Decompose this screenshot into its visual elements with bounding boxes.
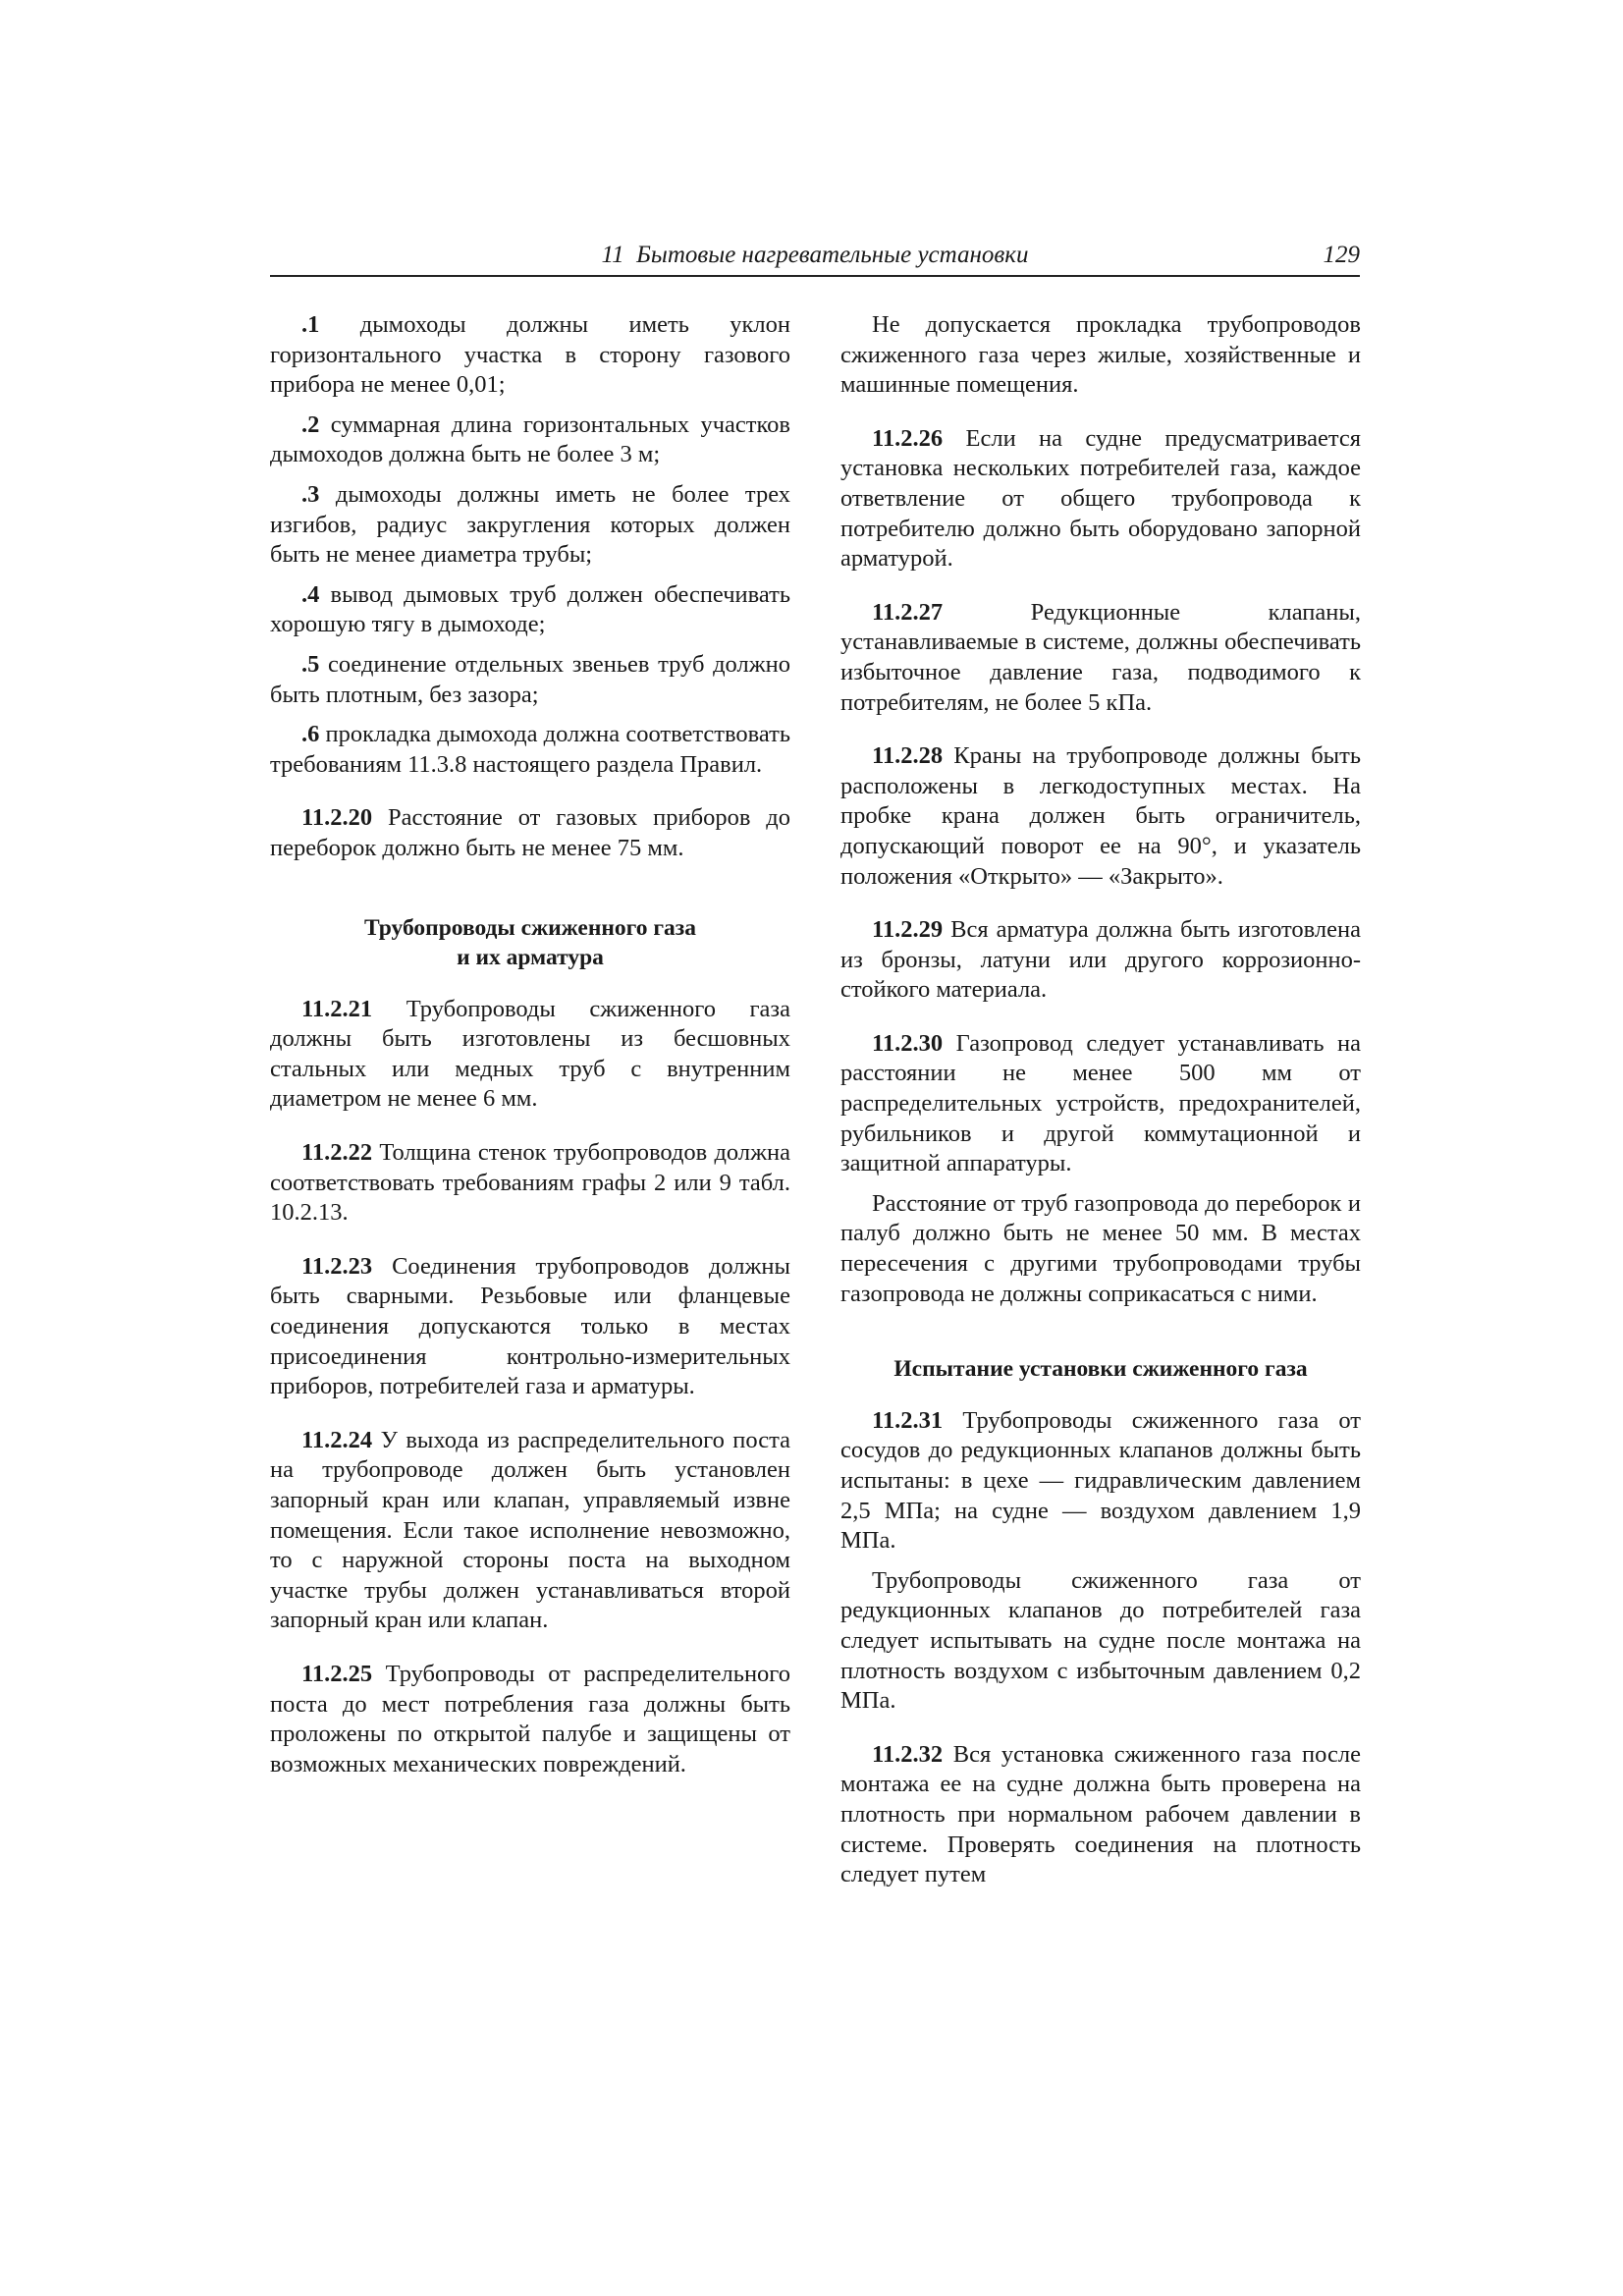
- left-column: [270, 310, 790, 1779]
- clause-number: 11.2.20: [301, 804, 373, 832]
- section-title-line: и их арматура: [457, 945, 604, 971]
- item-number: .6: [301, 721, 320, 748]
- clause: [840, 598, 1361, 718]
- clause: [840, 1029, 1361, 1179]
- list-item: [270, 720, 790, 780]
- clause-text: Вся установка сжиженного газа после монтажа ее на судне должна быть проверена на плотность при нормальном рабочем давлении в системе. Проверять соединения на плотность следует путем: [840, 1740, 1361, 1888]
- clause-text: Газопровод следует устанавливать на расстоянии не менее 500 мм от распределительных устройств, предохранителей, рубильников и другой коммутационной и защитной аппаратуры.: [840, 1029, 1361, 1177]
- clause-text: Редукционные клапаны, устанавливаемые в системе, должны обеспечивать избыточное давление газа, подводимого к потребителям, не более 5 кПа.: [840, 598, 1361, 716]
- item-text: соединение отдельных звеньев труб должно быть плотным, без зазора;: [270, 650, 790, 708]
- clause: [840, 1406, 1361, 1557]
- section-heading: [270, 913, 790, 973]
- list-item: [270, 480, 790, 571]
- right-column: [840, 310, 1361, 1890]
- list-item: [270, 410, 790, 470]
- clause-number: 11.2.29: [872, 916, 944, 944]
- clause-number: 11.2.32: [872, 1740, 944, 1768]
- item-number: .3: [301, 480, 320, 508]
- clause-text: Толщина стенок трубопроводов должна соответствовать требованиям графы 2 или 9 табл. 10.2.13.: [270, 1139, 790, 1227]
- clause: [270, 995, 790, 1115]
- item-number: .4: [301, 580, 320, 608]
- item-number: .1: [301, 311, 320, 338]
- clause-text: Трубопроводы сжиженного газа должны быть изготовлены из бесшовных стальных или медных труб с внутренним диаметром не менее 6 мм.: [270, 995, 790, 1113]
- running-header: [270, 242, 1360, 277]
- section-title-line: Трубопроводы сжиженного газа: [364, 914, 696, 941]
- clause-number: 11.2.22: [301, 1139, 373, 1167]
- list-item: [270, 650, 790, 710]
- item-number: .5: [301, 650, 320, 678]
- clause: [270, 1426, 790, 1636]
- clause-text: Трубопроводы сжиженного газа от сосудов до редукционных клапанов должны быть испытаны: в цехе — гидравлическим давлением 2,5 МПа; на судне — воздухом давлением 1,9 МПа.: [840, 1406, 1361, 1555]
- paragraph: [840, 1189, 1361, 1309]
- clause-number: 11.2.26: [872, 424, 944, 452]
- list-item: [270, 310, 790, 401]
- paragraph-text: Трубопроводы сжиженного газа от редукционных клапанов до потребителей газа следует испытывать на судне после монтажа на плотность воздухом с избыточным давлением 0,2 МПа.: [840, 1566, 1361, 1715]
- clause: [840, 741, 1361, 892]
- section-title-line: Испытание установки сжиженного газа: [893, 1356, 1308, 1383]
- clause-text: Если на судне предусматривается установка нескольких потребителей газа, каждое ответвление от общего трубопровода к потребителю должно быть оборудовано запорной арматурой.: [840, 424, 1361, 573]
- clause: [270, 1138, 790, 1229]
- item-text: дымоходы должны иметь уклон горизонтального участка в сторону газового прибора не менее 0,01;: [270, 311, 790, 399]
- clause: [270, 1660, 790, 1779]
- clause-number: 11.2.31: [872, 1406, 944, 1434]
- clause-number: 11.2.21: [301, 995, 373, 1022]
- paragraph-text: Не допускается прокладка трубопроводов сжиженного газа через жилые, хозяйственные и машинные помещения.: [840, 311, 1361, 399]
- item-number: .2: [301, 410, 320, 438]
- item-text: прокладка дымохода должна соответствовать требованиям 11.3.8 настоящего раздела Правил.: [270, 721, 790, 778]
- clause: [270, 803, 790, 863]
- clause-text: Вся арматура должна быть изготовлена из бронзы, латуни или другого коррозионно-стойкого материала.: [840, 916, 1361, 1004]
- clause: [840, 424, 1361, 574]
- clause-text: У выхода из распределительного поста на трубопроводе должен быть установлен запорный кран или клапан, управляемый извне помещения. Если такое исполнение невозможно, то с наружной стороны поста на выходном участке трубы должен устанавливаться второй запорный кран или клапан.: [270, 1426, 790, 1634]
- clause-text: Краны на трубопроводе должны быть расположены в легкодоступных местах. На пробке крана должен быть ограничитель, допускающий поворот ее на 90°, и указатель положения «Открыто» — «Закрыто».: [840, 742, 1361, 890]
- clause: [840, 1740, 1361, 1890]
- page-number: 129: [1323, 242, 1360, 268]
- list-item: [270, 580, 790, 640]
- clause-number: 11.2.24: [301, 1426, 373, 1453]
- clause-number: 11.2.28: [872, 742, 944, 770]
- clause-text: Соединения трубопроводов должны быть сварными. Резьбовые или фланцевые соединения допускаются только в местах присоединения контрольно-измерительных приборов, потребителей газа и арматуры.: [270, 1252, 790, 1400]
- clause: [840, 915, 1361, 1006]
- clause-text: Расстояние от газовых приборов до переборок должно быть не менее 75 мм.: [270, 804, 790, 861]
- clause-number: 11.2.23: [301, 1252, 373, 1280]
- section-heading: [840, 1354, 1361, 1385]
- clause-text: Трубопроводы от распределительного поста до мест потребления газа должны быть проложены по открытой палубе и защищены от возможных механических повреждений.: [270, 1660, 790, 1777]
- item-text: дымоходы должны иметь не более трех изгибов, радиус закругления которых должен быть не менее диаметра трубы;: [270, 480, 790, 569]
- paragraph: [840, 1566, 1361, 1717]
- item-text: суммарная длина горизонтальных участков дымоходов должна быть не более 3 м;: [270, 410, 790, 468]
- paragraph: [840, 310, 1361, 401]
- clause-number: 11.2.25: [301, 1660, 373, 1687]
- clause-number: 11.2.30: [872, 1029, 944, 1057]
- running-header-title: 11 Бытовые нагревательные установки: [601, 242, 1029, 268]
- paragraph-text: Расстояние от труб газопровода до переборок и палуб должно быть не менее 50 мм. В местах пересечения с другими трубопроводами трубы газопровода не должны соприкасаться с ними.: [840, 1189, 1361, 1307]
- clause-number: 11.2.27: [872, 598, 944, 626]
- item-text: вывод дымовых труб должен обеспечивать хорошую тягу в дымоходе;: [270, 580, 790, 638]
- clause: [270, 1252, 790, 1402]
